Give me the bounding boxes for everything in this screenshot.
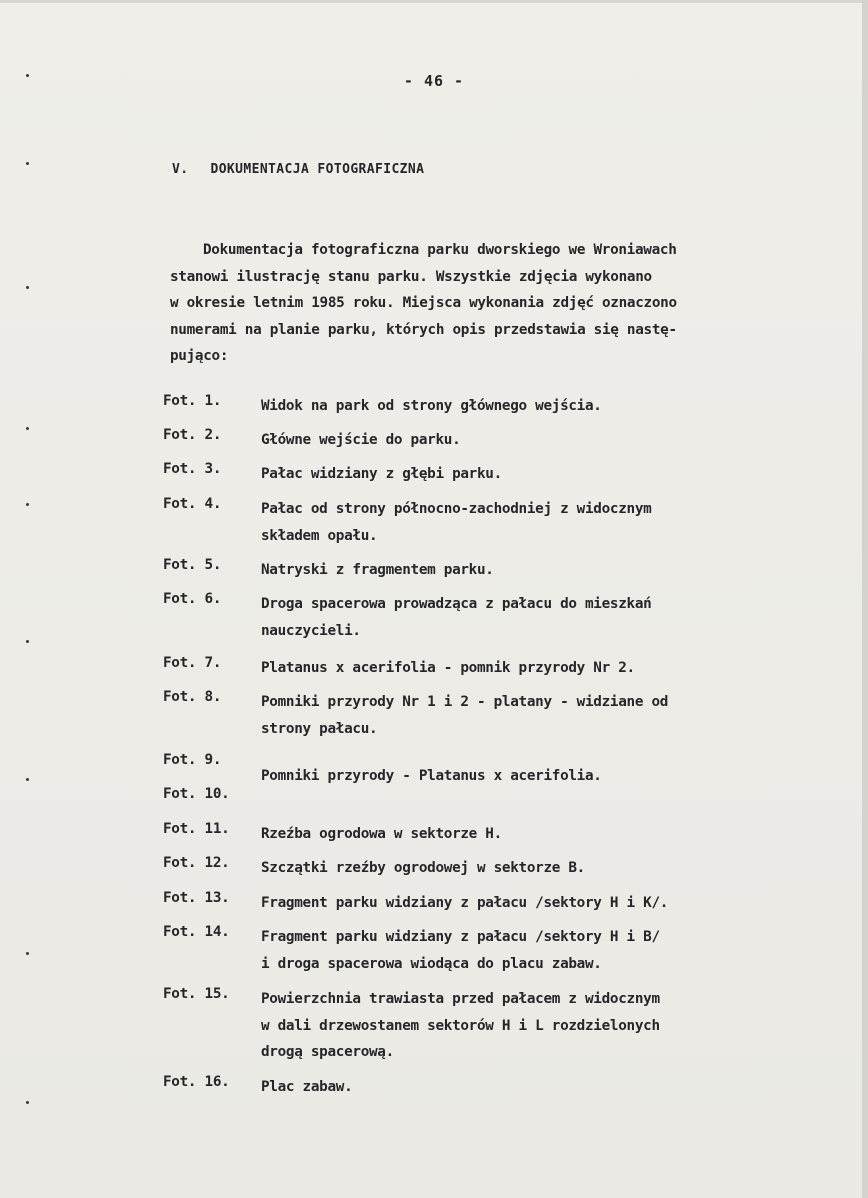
photo-description: Szczątki rzeźby ogrodowej w sektorze B.: [261, 860, 585, 876]
intro-line: pująco:: [170, 348, 229, 364]
intro-line: w okresie letnim 1985 roku. Miejsca wykonania zdjęć oznaczono: [170, 295, 677, 311]
photo-label: Fot. 10.: [163, 786, 230, 802]
photo-description: Pomniki przyrody - Platanus x acerifolia.: [261, 768, 602, 784]
photo-description: strony pałacu.: [261, 720, 378, 737]
photo-description: Pomniki przyrody Nr 1 i 2 - platany - widziane od: [261, 694, 669, 710]
intro-line: numerami na planie parku, których opis przedstawia się nastę-: [170, 321, 677, 338]
photo-label: Fot. 1.: [163, 393, 222, 409]
photo-description: Natryski z fragmentem parku.: [261, 562, 494, 578]
photo-label: Fot. 7.: [163, 655, 222, 671]
intro-line: stanowi ilustrację stanu parku. Wszystkie zdjęcia wykonano: [170, 268, 652, 285]
photo-description: i droga spacerowa wiodąca do placu zabaw.: [261, 955, 602, 972]
photo-label: Fot. 14.: [163, 924, 230, 940]
photo-label: Fot. 3.: [163, 461, 222, 477]
photo-label: Fot. 9.: [163, 752, 222, 768]
section-title: DOKUMENTACJA FOTOGRAFICZNA: [210, 162, 425, 177]
photo-label: Fot. 11.: [163, 821, 230, 837]
photo-description: Plac zabaw.: [261, 1079, 353, 1095]
section-number: V.: [172, 162, 189, 177]
photo-label: Fot. 5.: [163, 557, 222, 573]
photo-description: Fragment parku widziany z pałacu /sektory H i K/.: [261, 895, 669, 911]
photo-description: Rzeźba ogrodowa w sektorze H.: [261, 826, 502, 842]
photo-description: Fragment parku widziany z pałacu /sektory H i B/: [261, 929, 660, 945]
photo-label: Fot. 6.: [163, 591, 222, 607]
photo-label: Fot. 12.: [163, 855, 230, 871]
intro-line: Dokumentacja fotograficzna parku dworskiego we Wroniawach: [203, 242, 677, 258]
photo-label: Fot. 16.: [163, 1074, 230, 1090]
photo-description: Pałac od strony północno-zachodniej z widocznym: [261, 501, 652, 517]
photo-label: Fot. 8.: [163, 689, 222, 705]
page-number: - 46 -: [403, 72, 465, 90]
photo-label: Fot. 13.: [163, 890, 230, 906]
photo-description: Platanus x acerifolia - pomnik przyrody Nr 2.: [261, 660, 635, 676]
photo-description: drogą spacerową.: [261, 1044, 394, 1060]
photo-label: Fot. 4.: [163, 496, 222, 512]
photo-description: w dali drzewostanem sektorów H i L rozdzielonych: [261, 1017, 660, 1034]
photo-description: składem opału.: [261, 527, 378, 544]
photo-description: Powierzchnia trawiasta przed pałacem z widocznym: [261, 991, 660, 1007]
photo-description: Droga spacerowa prowadząca z pałacu do mieszkań: [261, 596, 652, 612]
photo-description: Pałac widziany z głębi parku.: [261, 466, 502, 482]
photo-label: Fot. 2.: [163, 427, 222, 443]
photo-description: Główne wejście do parku.: [261, 432, 461, 448]
photo-description: nauczycieli.: [261, 622, 361, 639]
photo-description: Widok na park od strony głównego wejścia.: [261, 398, 602, 414]
photo-label: Fot. 15.: [163, 986, 230, 1002]
